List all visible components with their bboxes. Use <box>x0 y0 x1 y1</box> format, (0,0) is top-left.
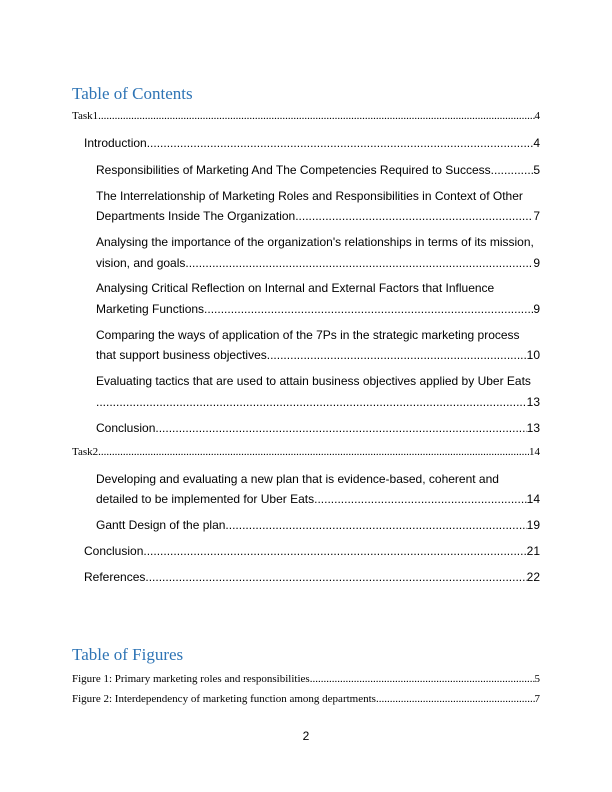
toc-entry-newplan-line1[interactable]: Developing and evaluating a new plan that is evidence-based, coherent and <box>96 472 499 486</box>
tof-entry-page: 5 <box>534 673 540 685</box>
toc-entry-page: 14 <box>526 492 540 506</box>
toc-entry-tactics[interactable] <box>96 395 540 409</box>
toc-entry-page: 13 <box>526 421 540 435</box>
toc-entry-text: Responsibilities of Marketing And The Competencies Required to Success <box>96 163 491 177</box>
toc-entry-text: References <box>84 570 146 584</box>
toc-entry-page: 19 <box>526 518 540 532</box>
toc-title: Table of Contents <box>72 84 193 103</box>
toc-entry-text: Conclusion <box>84 544 144 558</box>
tof-title: Table of Figures <box>72 645 184 664</box>
toc-entry-task2[interactable] <box>72 446 540 458</box>
toc-entry-importance[interactable] <box>96 256 540 270</box>
toc-entry-interrelationship-line1[interactable]: The Interrelationship of Marketing Roles and Responsibilities in Context of Other <box>96 189 523 203</box>
toc-entry-newplan[interactable] <box>96 492 540 506</box>
toc-entry-reflection[interactable] <box>96 302 540 316</box>
toc-entry-text: detailed to be implemented for Uber Eats <box>96 492 315 506</box>
toc-entry-text: that support business objectives <box>96 348 267 362</box>
toc-entry-tactics-line1[interactable]: Evaluating tactics that are used to attain business objectives applied by Uber Eats <box>96 374 531 388</box>
toc-entry-sevenps[interactable] <box>96 348 540 362</box>
toc-entry-text: Departments Inside The Organization <box>96 209 296 223</box>
tof-entry-figure2[interactable] <box>72 693 540 705</box>
toc-entry-text: Task2 <box>72 446 99 458</box>
toc-entry-conclusion[interactable] <box>84 544 540 558</box>
toc-entry-text: Gantt Design of the plan <box>96 518 226 532</box>
toc-entry-page: 9 <box>533 256 540 270</box>
toc-entry-gantt[interactable] <box>96 518 540 532</box>
tof-entry-text: Figure 1: Primary marketing roles and responsibilities <box>72 673 310 685</box>
toc-entry-references[interactable] <box>84 570 540 584</box>
toc-entry-text: Task1 <box>72 110 99 122</box>
page-number: 2 <box>302 729 310 743</box>
toc-entry-page: 10 <box>526 348 540 362</box>
tof-entry-figure1[interactable] <box>72 673 540 685</box>
toc-entry-text: Introduction <box>84 136 147 150</box>
toc-entry-page: 4 <box>533 136 540 150</box>
toc-entry-importance-line1[interactable]: Analysing the importance of the organization's relationships in terms of its mission, <box>96 235 534 249</box>
toc-entry-page: 14 <box>529 446 540 458</box>
toc-entry-page: 13 <box>526 395 540 409</box>
toc-entry-sevenps-line1[interactable]: Comparing the ways of application of the 7Ps in the strategic marketing process <box>96 328 520 342</box>
toc-entry-reflection-line1[interactable]: Analysing Critical Reflection on Internal and External Factors that Influence <box>96 281 495 295</box>
toc-entry-page: 7 <box>533 209 540 223</box>
toc-entry-page: 9 <box>533 302 540 316</box>
toc-entry-page: 22 <box>526 570 540 584</box>
toc-entry-page: 21 <box>526 544 540 558</box>
toc-entry-responsibilities[interactable] <box>96 163 540 177</box>
toc-entry-interrelationship[interactable] <box>96 209 540 223</box>
toc-entry-introduction[interactable] <box>84 136 540 150</box>
toc-entry-text: Marketing Functions <box>96 302 205 316</box>
toc-entry-text: Conclusion <box>96 421 156 435</box>
toc-entry-page: 5 <box>533 163 540 177</box>
toc-entry-text: vision, and goals <box>96 256 186 270</box>
toc-entry-task1[interactable] <box>72 110 540 122</box>
toc-entry-page: 4 <box>534 110 540 122</box>
tof-entry-text: Figure 2: Interdependency of marketing function among departments <box>72 693 376 705</box>
tof-entry-page: 7 <box>534 693 540 705</box>
toc-entry-conclusion-task1[interactable] <box>96 421 540 435</box>
